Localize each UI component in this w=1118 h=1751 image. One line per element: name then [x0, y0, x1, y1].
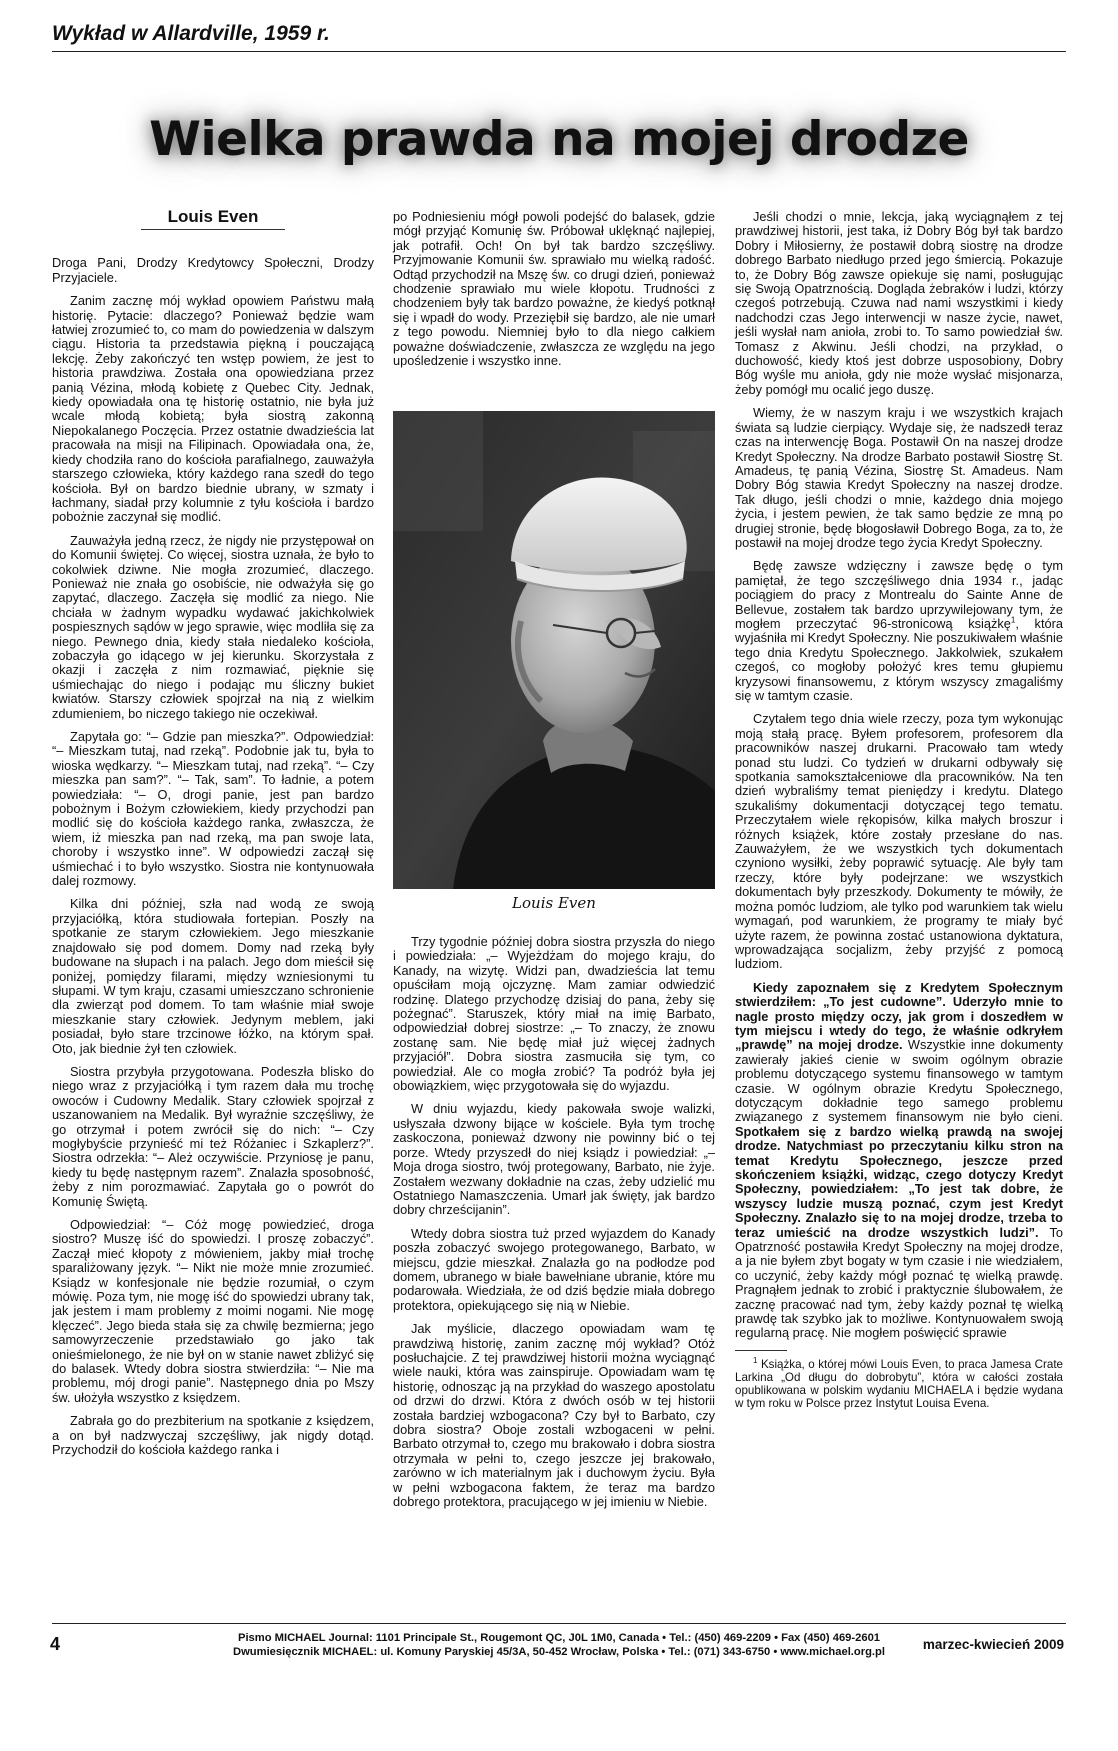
page-number: 4 — [50, 1634, 61, 1654]
footnote — [735, 1358, 1063, 1411]
bottom-rule — [52, 1623, 1066, 1624]
author-photo — [393, 411, 715, 889]
paragraph: Kilka dni później, szła nad wodą ze swoją przyjaciółką, która studiowała fortepian. Poszły na spotkanie ze starym człowiekiem. Jego mieszkanie znajdowało się pod domem. Domy nad rzeką były budowane na słupach i na palach. Jego dom mieścił się poniżej, pomiędzy filarami, między wzniesionymi tu słupami. W tym kraju, czasami umieszczano schronienie dla zwierząt pod domem. To tam właśnie miał swoje mieszkanie stary człowiek. Jedynym meblem, jaki posiadał, było stare trzcinowe łóżko, na którym spał. Oto, jak biednie żył ten człowiek. — [52, 896, 374, 1056]
paragraph — [735, 559, 1063, 703]
author-byline: Louis Even — [167, 207, 259, 226]
kicker: Wykład w Allardville, 1959 r. — [52, 22, 330, 45]
text-run: To Opatrzność postawiła Kredyt Społeczny na mojej drodze, a ja nie byłem zbyt bogaty w tym czasie i nie wiedziałem, co uczynić, żeby każdy mógł poznać tę wielką prawdę. Pragnąłem jednak to zrobić i praktycznie ślubowałem, że zacznę pracować nad tym, żeby każdy poznał tę wielką prawdę tak szybko jak to możliwe. Kontynuowałem swoją regularną pracę. Nie mogłem poświęcić sprawie — [735, 1224, 1063, 1341]
paragraph: Jak myślicie, dlaczego opowiadam wam tę prawdziwą historię, zanim zacznę mój wykład? Otóż posłuchajcie. Z tej prawdziwej historii można wyciągnąć wiele nauki, która was zainspiruje. Opowiadam wam tę historię, odnosząc ją na przykład do waszego apostolatu od drzwi do drzwi. Która z dwóch osób w tej historii została bardziej wzbogacona? Czy był to Barbato, czy dobra siostra? Oboje zostali wzbogaceni w pełni. Barbato otrzymał to, czego mu brakowało i dobra siostra otrzymała w pełni to, czego jeszcze jej brakowało, zarówno w ich materialnym jak i duchowym życiu. Była w pełni wzbogacona faktem, że teraz ma bardzo dobrego protektora, pracującego w jej imieniu w Niebie. — [393, 1321, 715, 1510]
byline-rule — [141, 229, 285, 230]
paragraph: Zapytała go: “– Gdzie pan mieszka?”. Odpowiedział: “– Mieszkam tutaj, nad rzeką”. Podobnie jak tu, była to wioska wędkarzy. “– Mieszkam tutaj, nad rzeką”. “– Czy mieszka pan sam?”. “– Tak, sam”. To ładnie, a potem powiedziała: “– O, drogi panie, jest pan bardzo pobożnym i Bożym człowiekiem, kiedy przychodzi pan modlić się do kościoła każdego ranka, zwłaszcza, że wiem, iż mieszka pan nad rzeką, ma pan swoje lata, choroby i wszystko inne”. W odpowiedzi zaczął się uśmiechać i to było wszystko. Siostra nie kontynuowała dalej rozmowy. — [52, 729, 374, 889]
paragraph: Czytałem tego dnia wiele rzeczy, poza tym wykonując moją stałą pracę. Byłem profesorem, profesorem dla pracowników naszej drukarni. Pracowało tam wtedy ponad stu ludzi. Co tydzień w drukarni odbywały się spotkania samokształceniowe dla pracowników. Na ten dzień wybraliśmy temat pieniędzy i kredytu. Dlatego szukaliśmy dokumentacji dotyczącej tego tematu. Przeczytałem wiele rękopisów, kilka małych broszur i różnych książek, które zostały przesłane do nas. Zauważyłem, że we wszystkich tych dokumentach czyniono wysiłki, żeby poprawić sytuację. Ale były tam rzeczy, które były podejrzane: we wszystkich dokumentach były przeszkody. Dokumenty te mówiły, że można pomóc ludziom, ale tylko pod warunkiem tak wielu wymagań, pod warunkiem, że programy te miały być użyte razem, że powinna zostać ustanowiona dyktatura, wprowadzająca socjalizm, żeby przyjść z pomocą ludziom. — [735, 711, 1063, 972]
paragraph — [735, 981, 1063, 1341]
paragraph: Siostra przybyła przygotowana. Podeszła blisko do niego wraz z przyjaciółką i tym razem dała mu trochę owoców i Cudowny Medalik. Stary człowiek spojrzał z uszanowaniem na Medalik. Był wyraźnie szczęśliwy, że go otrzymał i potem zwrócił się do nich: “– Czy mogłybyście przynieść mi też Różaniec i Szkaplerz?”. Siostra odrzekła: “– Ależ oczywiście. Przyniosę je panu, kiedy tu będę następnym razem”. Znalazła sposobność, żeby z nim porozmawiać. Zapytała go o powrót do Komunię Świętą. — [52, 1063, 374, 1209]
paragraph: Jeśli chodzi o mnie, lekcja, jaką wyciągnąłem z tej prawdziwej historii, jest taka, iż Dobry Bóg był tak bardzo Dobry i Miłosierny, że postawił dobrą siostrę na drodze dobrego Barbato niedługo przed jego śmiercią. Pokazuje to, że Dobry Bóg zawsze opiekuje się nami, posługując się Swoją Opatrznością. Dogląda żebraków i ludzi, którzy czegoś potrzebują. Czuwa nad nami wszystkimi i kiedy nadchodzi czas Jego interwencji w nasze życie, nawet, jeśli wysłał nam anioła, zrobi to. To samo powiedział św. Tomasz z Akwinu. Jeśli chodzi, na przykład, o duchowość, kiedy ktoś jest dobrze usposobiony, Dobry Bóg wyśle mu anioła, gdy nie może wysłać misjonarza, żeby pomógł mu ocalić jego duszę. — [735, 209, 1063, 397]
text-run: Będę zawsze wdzięczny i zawsze będę o tym pamiętał, że tego szczęśliwego dnia 1934 r., jadąc pociągiem do pracy z Montrealu do Sainte Anne de Bellevue, zostałem tak bardzo uprzywilejowany tym, że mogłem przeczytać 96-stronicową książkę — [735, 558, 1063, 631]
paragraph: Odpowiedział: “– Cóż mogę powiedzieć, droga siostro? Muszę iść do spowiedzi. I proszę zobaczyć”. Zaczął mieć kłopoty z mówieniem, jakby miał trochę sparaliżowany język. “– Nikt nie może mnie zrozumieć. Ksiądz w konfesjonale nie będzie rozumiał, o czym mówię. Poza tym, nie mogę iść do spowiedzi ubrany tak, jak jestem i mam problemy z moimi nogami. Nie mogę klęczeć”. Jego bieda stała się za chwilę bezmierna; jego samowyrzeczenie przedstawiało go jako tak onieśmielonego, że nie był on w stanie nawet zbliżyć się do balasek. Wtedy dobra siostra stwierdziła: “– Nie ma problemu, mój drogi panie”. Następnego dnia po Mszy św. ułożyła wszystko z księdzem. — [52, 1217, 374, 1405]
paragraph: Droga Pani, Drodzy Kredytowcy Społeczni, Drodzy Przyjaciele. — [52, 255, 374, 285]
bold-run: Kiedy zapoznałem się z Kredytem Społecznym stwierdziłem: „To jest cudowne”. Uderzyło mnie to nagle prosto między oczy, jak grom i doszedłem w tym miejscu i wtedy do tego, że właśnie odkryłem „prawdę” na mojej drodze. — [735, 979, 1063, 1053]
footnote-marker[interactable]: 1 — [1010, 615, 1016, 625]
photo-caption: Louis Even — [512, 894, 596, 912]
text-run: Wszystkie inne dokumenty zawierały jakieś cienie w swoim ogólnym obrazie problemu dotyczącego systemu finansowego w tamtym czasie. W ogólnym obrazie Kredytu Społecznego, dotyczącym dokładnie tego samego problemu związanego z systemem finansowym nie było cieni. — [735, 1037, 1064, 1125]
bold-run: Spotkałem się z bardzo wielką prawdą na swojej drodze. Natychmiast po przeczytaniu kilku stron na temat Kredytu Społecznego, jeszcze przed skończeniem książki, widząc, czego dotyczy Kredyt Społeczny, powiedziałem: „To jest tak dobre, że wszyscy ludzie muszą poznać, czym jest Kredyt Społeczny. Znalazło się to na mojej drodze, trzeba to teraz umieścić na drodze wszystkich ludzi”. — [735, 1123, 1063, 1240]
column-2-bottom — [393, 935, 715, 1518]
paragraph: Trzy tygodnie później dobra siostra przyszła do niego i powiedziała: „– Wyjeżdżam do mojego kraju, do Kanady, na wizytę. Widzi pan, dwadzieścia lat temu opuściłam moją ojczyznę. Mam zamiar odwiedzić rodzinę. Dlatego przychodzę dzisiaj do pana, żeby się pożegnać”. Staruszek, który miał na imię Barbato, odpowiedział dobrej siostrze: „– To znaczy, że znowu zostanę sam. Nie będę miał już więcej żadnych przyjaciół”. Dobra siostra zasmuciła się tym, co powiedział. Ale co mogła zrobić? Ta podróż była jej obowiązkiem, więc przygotowała się do wyjazdu. — [393, 934, 715, 1094]
footer-line-bimonthly[interactable]: Dwumiesięcznik MICHAEL: ul. Komuny Paryskiej 45/3A, 50-452 Wrocław, Polska • Tel.: (071) 343-6750 • www.michael.org.pl — [233, 1646, 885, 1658]
paragraph: Zabrała go do prezbiterium na spotkanie z księdzem, a on był nadzwyczaj szczęśliwy, jak nigdy dotąd. Przychodził do kościoła każdego ranka i — [52, 1413, 374, 1458]
paragraph: Zauważyła jedną rzecz, że nigdy nie przystępował on do Komunii świętej. Co więcej, siostra uznała, że było to cokolwiek dziwne. Nie mogła zrozumieć, dlaczego. Ponieważ nie znała go osobiście, nie odważyła się go zapytać, dlaczego. Zaczęła się modlić za niego. Nie chciała w żadnym wypadku wydawać jakichkolwiek pospiesznych sądów w jego sprawie, więc modliła się za niego. Pewnego dnia, kiedy stała niedaleko kościoła, zobaczyła go idącego w jej kierunku. Skorzystała z okazji i zaczęła z nim rozmawiać, pięknie się uśmiechając do niego i podając mu śliczny bukiet kwiatów. Starszy człowiek spojrzał na nią z wielkim zdumieniem, bo niczego takiego nie oczekiwał. — [52, 532, 374, 721]
footnote-text: Książka, o której mówi Louis Even, to praca Jamesa Crate Larkina „Od długu do dobrobytu”, która w całości została opublikowana w polskim wydaniu MICHAELA i będzie wydana w tym roku w Polsce przez Instytut Louisa Evena. — [735, 1357, 1063, 1411]
paragraph: W dniu wyjazdu, kiedy pakowała swoje walizki, usłyszała dzwony bijące w kościele. Była tym trochę zaskoczona, ponieważ dzwony nie powinny bić o tej porze. Wtedy przyszedł do niej ksiądz i powiedział: „– Moja droga siostro, twój protegowany, Barbato, nie żyje. Zostałem wezwany dokładnie na czas, żeby udzielić mu Ostatniego Namaszczenia. Umarł jak święty, jak bardzo dobry chrześcijanin”. — [393, 1101, 715, 1218]
portrait-illustration — [393, 411, 715, 889]
column-1 — [52, 207, 374, 1467]
text-run: , która wyjaśniła mi Kredyt Społeczny. Nie poszukiwałem właśnie tego dnia Kredytu Społecznego. Jakkolwiek, szukałem czegoś, co mogłoby położyć kres temu głupiemu kryzysowi finansowemu, z którym wszyscy zmagaliśmy się w tamtym czasie. — [735, 615, 1063, 703]
column-2-top — [393, 210, 715, 377]
headline: Wielka prawda na mojej drodze — [149, 112, 969, 167]
footer-line-journal: Pismo MICHAEL Journal: 1101 Principale St., Rougemont QC, J0L 1M0, Canada • Tel.: (450) 469-2209 • Fax (450) 469-2601 — [237, 1632, 881, 1644]
paragraph: Zanim zacznę mój wykład opowiem Państwu małą historię. Pytacie: dlaczego? Ponieważ będzie wam łatwiej zrozumieć to, co mam do powiedzenia w dalszym ciągu. Historia ta przedstawia piękną i pouczającą lekcję. Żeby zakończyć ten wstęp powiem, że jest to historia prawdziwa. Została ona opowiedziana przez panią Vézina, młodą kobietę z Quebec City. Jednak, kiedy opowiadała ona tę historię ostatnio, nie była już wcale młodą kobietą; była siostrą zakonną Niepokalanego Poczęcia. Przez ostatnie dwadzieścia lat pracowała na misji na Filipinach. Opowiadała ona, że, kiedy chodziła rano do kościoła parafialnego, zauważyła starszego człowieka, który każdego rana szedł do tego kościoła. Był on bardzo biednie ubrany, w szmaty i łachmany, siadał przy kolumnie z tyłu kościoła i bardzo pobożnie zaczynał się modlić. — [52, 293, 374, 525]
top-rule — [52, 51, 1066, 52]
footnote-rule — [735, 1350, 787, 1351]
issue-date: marzec-kwiecień 2009 — [922, 1637, 1064, 1652]
column-3 — [735, 210, 1063, 1420]
paragraph: po Podniesieniu mógł powoli podejść do balasek, gdzie mógł przyjąć Komunię św. Próbował uklęknąć najlepiej, jak potrafił. Och! On był tak bardzo szczęśliwy. Przyjmowanie Komunii św. sprawiało mu wielką radość. Odtąd przychodził na Mszę św. co drugi dzień, ponieważ chodzenie sprawiało mu wiele kłopotu. Trudności z chodzeniem były tak bardzo poważne, że kiedyś potknął się i wpadł do wody. Przeziębił się bardzo, ale nie umarł z tego powodu. Niemniej było to dla niego całkiem poważne doświadczenie, zwłaszcza ze względu na jego upośledzenie i wszystko inne. — [393, 209, 715, 369]
footnote-number: 1 — [753, 1356, 758, 1366]
paragraph: Wtedy dobra siostra tuż przed wyjazdem do Kanady poszła zobaczyć swojego protegowanego, Barbato, w miejscu, gdzie mieszkał. Znalazła go na podłodze pod domem, ubranego w białe bawełniane ubranie, które mu podarowała. Wiedziała, że od dziś będzie miała dobrego protektora, opiekującego się nią w Niebie. — [393, 1225, 715, 1313]
paragraph: Wiemy, że w naszym kraju i we wszystkich krajach świata są ludzie cierpiący. Wydaje się, że nadszedł teraz czas na interwencję Boga. Postawił On na naszej drodze Kredyt Społeczny. Na drodze Barbato postawił Siostrę St. Amadeus, tę panią Vézina, Siostrę St. Amadeus. Nam Dobry Bóg stawia Kredyt Społeczny na naszej drodze. Tak długo, jeśli chodzi o mnie, każdego dnia mojego życia, i jestem pewien, że tak samo będzie ze mną po drugiej stronie, będę błogosławił Dobrego Boga, za to, że postawił na mojej drodze tego życia Kredyt Społeczny. — [735, 405, 1063, 550]
